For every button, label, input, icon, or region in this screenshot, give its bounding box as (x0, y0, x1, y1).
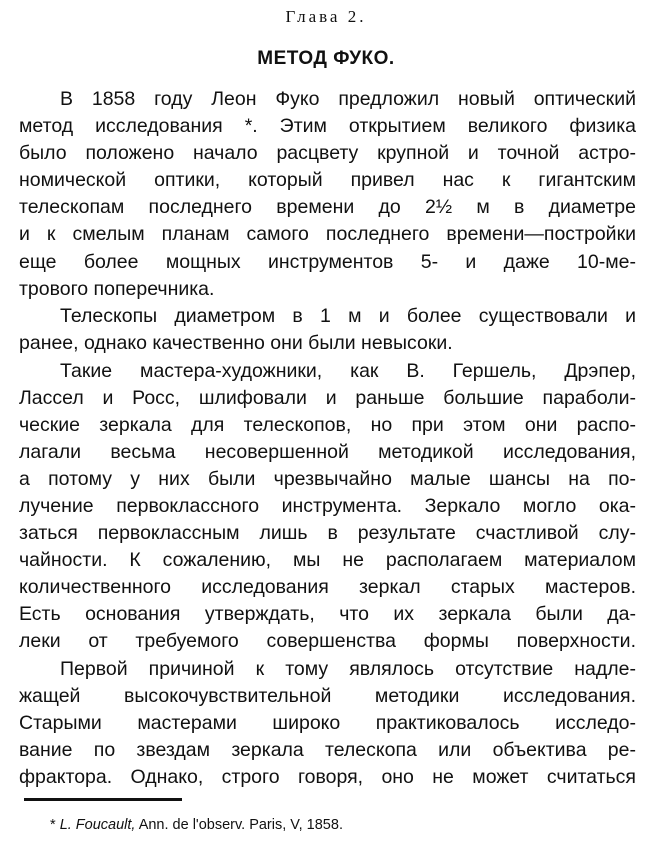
text-line: еще более мощных инструментов 5- и даже 10-ме- (19, 251, 636, 273)
text-line: фрактора. Однако, строго говоря, оно не может считаться (19, 766, 636, 788)
text-line: лагали весьма несовершенной методикой исследования, (19, 441, 636, 463)
text-line: количественного исследования зеркал старых мастеров. (19, 576, 636, 598)
text-line: лучение первоклассного инструмента. Зеркало могло ока- (19, 495, 636, 517)
text-line: Первой причиной к тому являлось отсутствие надле- (60, 658, 636, 680)
text-line: номической оптики, который привел нас к гигантским (19, 169, 636, 191)
text-line: было положено начало расцвету крупной и точной астро- (19, 142, 636, 164)
text-line: леки от требуемого совершенства формы поверхности. (19, 630, 636, 652)
text-line: вание по звездам зеркала телескопа или объектива ре- (19, 739, 636, 761)
text-line: телескопам последнего времени до 2½ м в диаметре (19, 196, 636, 218)
chapter-title: МЕТОД ФУКО. (257, 48, 395, 69)
text-line: Есть основания утверждать, что их зеркала были да- (19, 603, 636, 625)
text-line: В 1858 году Леон Фуко предложил новый оптический (60, 88, 636, 110)
text-line: Старыми мастерами широко практиковалось исследо- (19, 712, 636, 734)
text-line: Лассел и Росс, шлифовали и раньше большие параболи- (19, 387, 636, 409)
text-line: Телескопы диаметром в 1 м и более существовали и (60, 305, 636, 327)
text-line: Такие мастера-художники, как В. Гершель, Дрэпер, (60, 360, 636, 382)
text-line: метод исследования *. Этим открытием великого физика (19, 115, 636, 137)
footnote-citation: Ann. de l'observ. Paris, V, 1858. (138, 817, 343, 833)
text-line: трового поперечника. (19, 278, 215, 300)
footnote-rule (24, 798, 182, 801)
text-line: чайности. К сожалению, мы не располагаем материалом (19, 549, 636, 571)
text-line: ранее, однако качественно они были невысоки. (19, 332, 453, 354)
chapter-label: Глава 2. (285, 7, 367, 26)
text-line: заться первоклассным лишь в результате счастливой слу- (19, 522, 636, 544)
footnote-author: L. Foucault, (59, 817, 136, 833)
footnote-marker: * (50, 817, 56, 833)
text-line: ческие зеркала для телескопов, но при этом они распо- (19, 414, 636, 436)
text-line: а потому у них были чрезвычайно малые шансы на по- (19, 468, 636, 490)
text-line: жащей высокочувствительной методики исследования. (19, 685, 636, 707)
text-line: и к смелым планам самого последнего времени—постройки (19, 223, 636, 245)
footnote (50, 817, 343, 833)
